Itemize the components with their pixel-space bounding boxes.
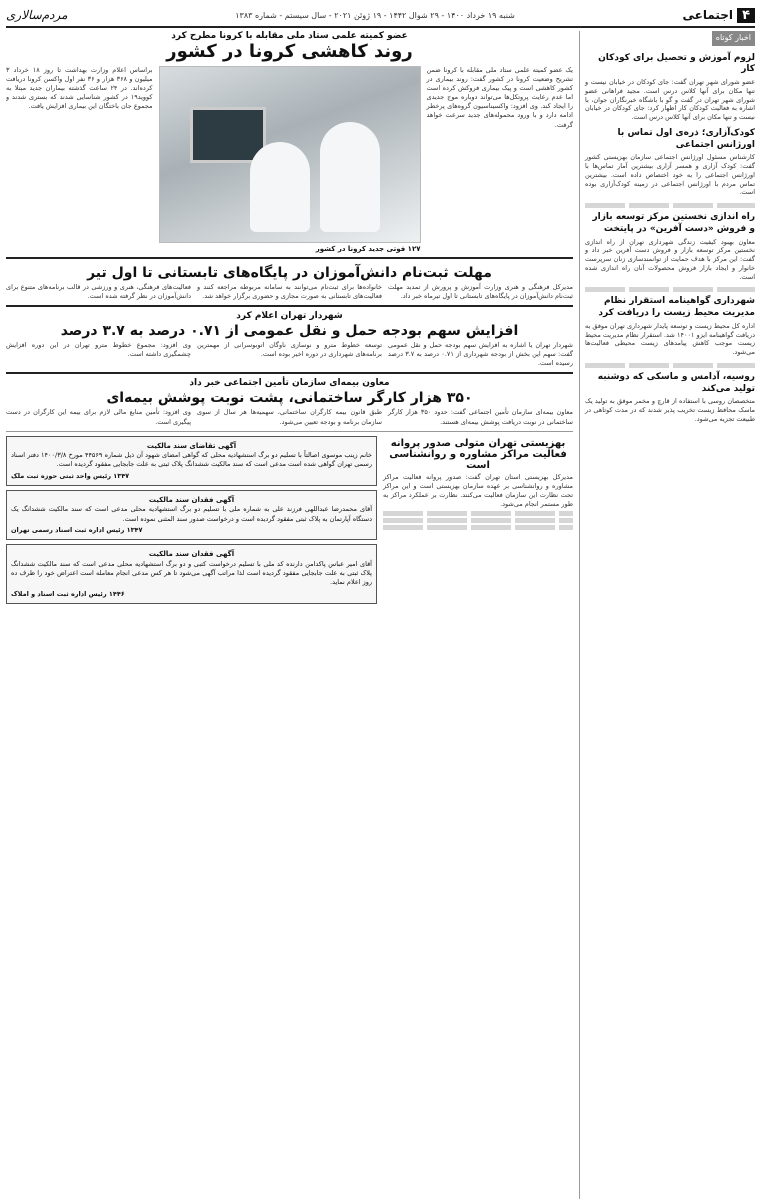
story-headline: ۳۵۰ هزار کارگر ساختمانی، پشت نوبت پوشش بیمه‌ای [106, 390, 473, 407]
summer-registration-story [6, 263, 573, 301]
sidebar-item-title: لزوم آموزش و تحصیل برای کودکان کار [598, 52, 755, 75]
notice-body: آقای امیر عباس پاکدامن دارنده کد ملی با تسلیم درخواست کتبی و دو برگ استشهادیه محلی مدعی است که سند مالکیت ششدانگ پلاک ثبتی به علت جابجایی مفقود گردیده است لذا مراتب آگهی می‌شود تا هر کس مدعی انجام معامله است اعتراض خود را ظرف ده روز اعلام نماید. [11, 559, 372, 587]
story-column: وی افزود: تأمین منابع مالی لازم برای بیمه این کارگران در دست پیگیری است. [6, 408, 191, 426]
legal-notice [6, 436, 377, 486]
lead-kicker: عضو کمیته علمی ستاد ملی مقابله با کرونا مطرح کرد [171, 31, 408, 41]
story-column: طبق قانون بیمه کارگران ساختمانی، سهمیه‌ها هر سال از سوی سازمان برنامه و بودجه تعیین می‌شود. [197, 408, 382, 426]
issue-info: شنبه ۱۹ خرداد ۱۴۰۰ - ۲۹ شوال ۱۴۴۲ - ۱۹ ژوئن ۲۰۲۱ - سال سیستم - شماره ۱۳۸۳ [235, 10, 515, 20]
notice-body: خانم زینب موسوی اصالتاً با تسلیم دو برگ استشهادیه محلی که گواهی امضای شهود آن ذیل شماره ۴۴۵۶۹ مورخ ۱۴۰۰/۳/۸ دفتر اسناد رسمی تهران گواهی شده است مدعی است که سند مالکیت ششدانگ پلاک ثبتی به علت جابجایی مفقود گردیده است. [11, 450, 372, 469]
lead-column: یک عضو کمیته علمی ستاد ملی مقابله با کرونا ضمن تشریح وضعیت کرونا در کشور گفت: روند بیماری در کشور کاهشی است و پیک بیماری فروکش کرده است اما عدم رعایت پروتکل‌ها می‌تواند دوباره موج جدیدی را ایجاد کند. وی افزود: واکسیناسیون گروه‌های پرخطر ادامه دارد و با ورود محموله‌های جدید سرعت خواهد گرفت. [426, 66, 573, 129]
workers-insurance-story [6, 378, 573, 426]
sidebar-item-title: شهرداری گواهینامه استقرار نظام مدیریت محیط زیست را دریافت کرد [598, 296, 755, 319]
text-filler [585, 203, 755, 208]
text-filler [383, 525, 573, 530]
lead-headline: روند کاهشی کرونا در کشور [166, 41, 413, 62]
divider [6, 431, 573, 432]
transport-budget-story [6, 311, 573, 368]
figure-shape [250, 142, 310, 232]
story-column: مدیرکل بهزیستی استان تهران گفت: صدور پروانه فعالیت مراکز مشاوره و روانشناسی بر عهده سازمان بهزیستی است و این مراکز تحت نظارت این سازمان فعالیت می‌کنند. نظارت بر عملکرد مراکز به طور مستمر انجام می‌شود. [383, 472, 573, 508]
notice-signature: ۱۴۴۶ رئیس اداره ثبت اسناد و املاک [11, 589, 125, 598]
story-column: فعالیت‌های فرهنگی، هنری و ورزشی در قالب برنامه‌های متنوع برای دانش‌آموزان در نظر گرفته شده است. [6, 283, 191, 301]
story-kicker: شهردار تهران اعلام کرد [236, 311, 343, 322]
text-filler [383, 511, 573, 516]
lead-story [6, 31, 573, 253]
page-header [6, 4, 755, 28]
story-column: مدیرکل فرهنگی و هنری وزارت آموزش و پرورش از تمدید مهلت ثبت‌نام دانش‌آموزان در پایگاه‌های تابستانی تا اول تیرماه خبر داد. [388, 283, 573, 301]
sidebar-item-title: روسیه، آدامس و ماسکی که دوشنبه تولید می‌کند [597, 371, 755, 394]
notice-title: آگهی تقاضای سند مالکیت [146, 441, 237, 450]
sidebar-item-body: اداره کل محیط زیست و توسعه پایدار شهرداری تهران موفق به دریافت گواهینامه ایزو ۱۴۰۰۱ شد. استقرار نظام مدیریت محیط زیست موجب کاهش پیامدهای زیست محیطی فعالیت‌ها می‌شود. [585, 321, 755, 357]
notice-signature: ۱۳۴۷ رئیس اداره ثبت اسناد رسمی تهران [11, 526, 143, 535]
story-column: خانواده‌ها برای ثبت‌نام می‌توانند به سامانه مربوطه مراجعه کنند و فعالیت‌های تابستانی به صورت مجازی و حضوری برگزار خواهد شد. [197, 283, 382, 301]
sidebar-item-body: عضو شورای شهر تهران گفت: جای کودکان در خیابان نیست و تنها مکان برای آنها کلاس درس است. مجید فراهانی عضو شورای شهر تهران در گفت و گو با باشگاه خبرنگاران جوان، با اشاره به فعالیت کودکان کار اظهار کرد: جای کودکان در خیابان نیست و تنها مکان برای آنها کلاس درس است. [585, 78, 755, 122]
story-headline: بهزیستی تهران متولی صدور پروانه فعالیت مراکز مشاوره و روانشناسی است [389, 437, 567, 471]
main-content [6, 31, 573, 1199]
sidebar-item-body: معاون بهبود کیفیت زندگی شهرداری تهران از راه اندازی نخستین مرکز توسعه بازار و فروش دست آفرین خبر داد و گفت: این مرکز با هدف حمایت از توانمندسازی زنان سرپرست خانوار و ایجاد بازار فروش محصولات آنان راه اندازی شده است. [585, 237, 755, 281]
divider [6, 257, 573, 259]
section-label [683, 8, 756, 23]
sidebar-tag: اخبار کوتاه [712, 31, 755, 46]
story-column: وی افزود: مجموع خطوط مترو تهران در این دوره افزایش چشمگیری داشته است. [6, 341, 191, 359]
story-column: معاون بیمه‌ای سازمان تأمین اجتماعی گفت: حدود ۳۵۰ هزار کارگر ساختمانی در نوبت دریافت پوشش بیمه‌ای هستند. [388, 408, 573, 426]
text-filler [585, 287, 755, 292]
sidebar-item-title: کودک‌آزاری؛ ذره‌ی اول تماس با اورژانس اجتماعی [617, 128, 755, 150]
divider [6, 372, 573, 374]
figure-shape [320, 122, 380, 232]
story-kicker: معاون بیمه‌ای سازمان تأمین اجتماعی خبر داد [189, 378, 390, 389]
notice-body: آقای محمدرضا عبداللهی فرزند علی به شماره ملی با تسلیم دو برگ استشهادیه محلی مدعی است که سند مالکیت ششدانگ یک دستگاه آپارتمان به پلاک ثبتی مفقود گردیده است و درخواست صدور سند المثنی نموده است. [11, 505, 372, 523]
text-filler [585, 363, 755, 368]
section-number: ۴ [737, 8, 755, 23]
notice-title: آگهی فقدان سند مالکیت [148, 496, 235, 505]
section-title: اجتماعی [682, 8, 734, 22]
story-column: شهردار تهران با اشاره به افزایش سهم بودجه حمل و نقل عمومی گفت: سهم این بخش از بودجه شهرداری از ۰.۷۱ درصد به ۳.۷ درصد رسیده است. [388, 341, 573, 368]
news-sidebar [579, 31, 755, 1199]
legal-notice [6, 544, 377, 604]
sidebar-item-title: راه اندازی نخستین مرکز توسعه بازار و فروش «دست آفرین» در پایتخت [592, 212, 755, 234]
sidebar-item-body: کارشناس مسئول اورژانس اجتماعی سازمان بهزیستی کشور گفت: کودک آزاری و همسر آزاری بیشترین آمار تماس‌ها با اورژانس اجتماعی را به خود اختصاص داده است. بیشترین تماس مردم با اورژانس اجتماعی در زمینه کودک‌آزاری بوده است. [585, 153, 755, 197]
legal-notice [6, 490, 377, 540]
notice-title: آگهی فقدان سند مالکیت [148, 550, 235, 559]
legal-notices [6, 436, 377, 1199]
sidebar-item-body: متخصصان روسی با استفاده از قارچ و مخمر موفق به تولید یک ماسک محافظ زیست تخریب پذیر شدند که در مدت کوتاهی در طبیعت تجزیه می‌شود. [585, 397, 755, 423]
story-column: توسعه خطوط مترو و نوسازی ناوگان اتوبوسرانی از مهمترین برنامه‌های شهرداری در دوره اخیر بوده است. [197, 341, 382, 359]
divider [6, 305, 573, 307]
covid-ward-photo [159, 66, 421, 243]
photo-caption: ۱۲۷ فوتی جدید کرونا در کشور [315, 245, 421, 253]
masthead: مردم‌سالاری [6, 8, 68, 22]
story-headline: مهلت ثبت‌نام دانش‌آموزان در پایگاه‌های تابستانی تا اول تیر [87, 265, 492, 281]
text-filler [383, 518, 573, 523]
story-headline: افزایش سهم بودجه حمل و نقل عمومی از ۰.۷۱ درصد به ۳.۷ درصد [60, 323, 519, 340]
counseling-license-story [383, 436, 573, 1199]
notice-signature: ۱۳۴۷ رئیس واحد ثبتی حوزه ثبت ملک [11, 471, 130, 480]
lead-column: براساس اعلام وزارت بهداشت تا روز ۱۸ خرداد ۳ میلیون و ۳۶۸ هزار و ۳۶ نفر اول واکسن کرونا دریافت کرده‌اند. در ۲۴ ساعت گذشته بیماران جدید مبتلا به کووید۱۹ در کشور شناسایی شدند که بستری شدند و مجموع جان باختگان این بیماری افزایش یافت. [6, 66, 153, 111]
